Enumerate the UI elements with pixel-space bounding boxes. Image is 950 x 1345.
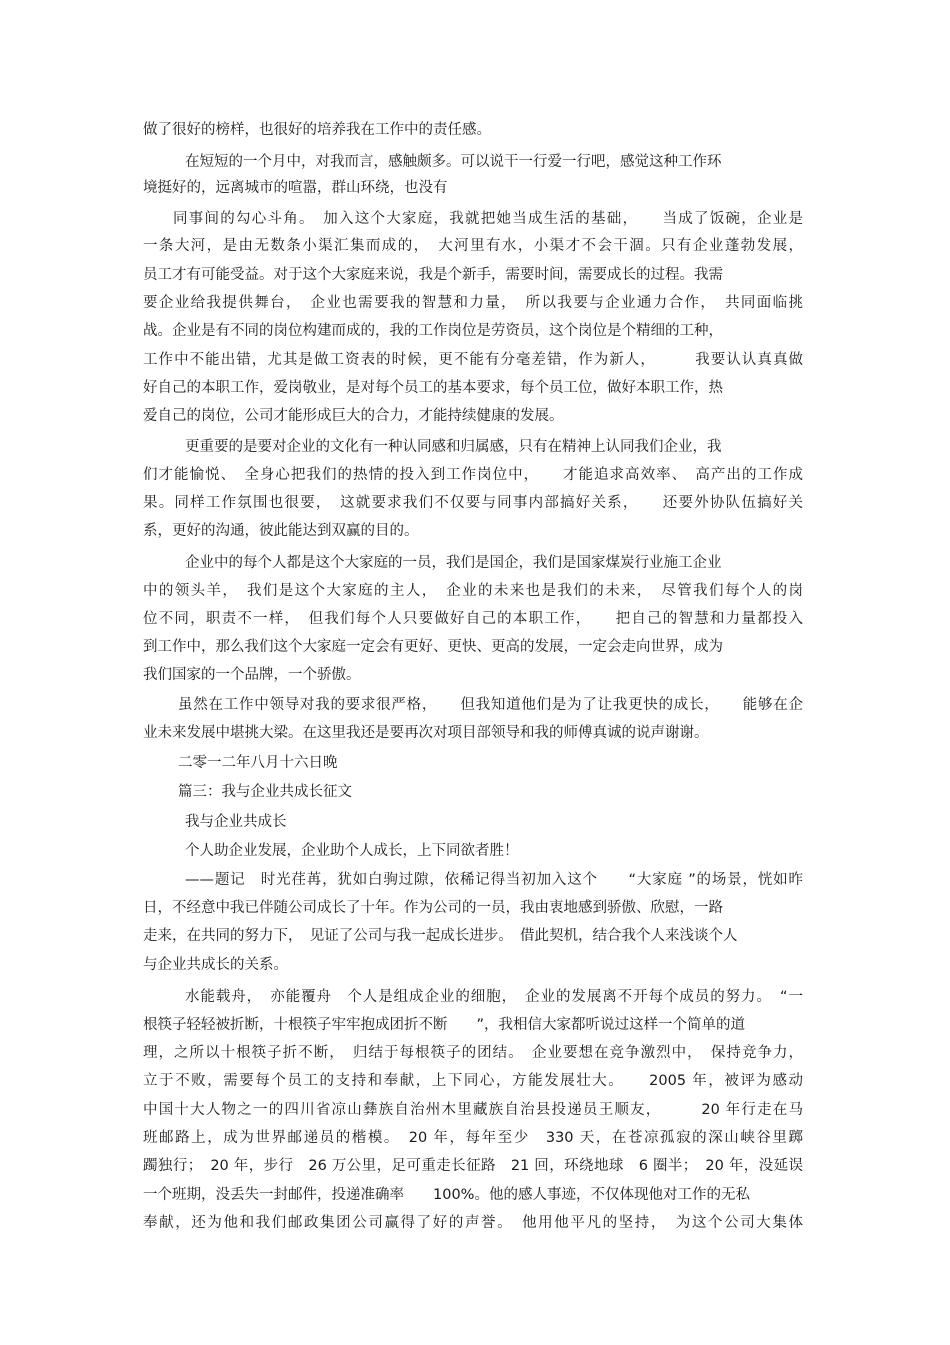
text-line: 水能载舟， 亦能覆舟 个人是组成企业的细胞， 企业的发展离不开每个成员的努力。 “一 [185, 989, 803, 1005]
text-line: 到工作中，那么我们这个大家庭一定会有更好、更快、更高的发展，一定会走向世界，成为 [143, 639, 723, 655]
text-line: 好自己的本职工作，爱岗敬业，是对每个员工的基本要求，每个员工位，做好本职工作，热 [143, 380, 723, 396]
text-line: 走来，在共同的努力下， 见证了公司与我一起成长进步。 借此契机，结合我个人来浅谈个人 [143, 928, 738, 944]
text-line: 做了很好的榜样，也很好的培养我在工作中的责任感。 [143, 122, 491, 138]
date-line: 二零一二年八月十六日晚 [178, 755, 338, 771]
text-line: 爱自己的岗位，公司才能形成巨大的合力，才能持续健康的发展。 [143, 408, 564, 424]
text-line: 虽然在工作中领导对我的要求很严格， 但我知道他们是为了让我更快的成长， 能够在企 [178, 697, 803, 713]
text-line: 理，之所以十根筷子折不断， 归结于每根筷子的团结。 企业要想在竞争激烈中， 保持竞争力， [143, 1045, 803, 1061]
text-line: 果。同样工作氛围也很要， 这就要求我们不仅要与同事内部搞好关系， 还要外协队伍搞好关 [143, 495, 803, 511]
text-line: 们才能愉悦、 全身心把我们的热情的投入到工作岗位中， 才能追求高效率、 高产出的工作成 [143, 467, 803, 483]
text-line: 中的领头羊， 我们是这个大家庭的主人， 企业的未来也是我们的未来， 尽管我们每个人的岗 [143, 583, 803, 599]
text-line: 企业中的每个人都是这个大家庭的一员，我们是国企，我们是国家煤炭行业施工企业 [185, 555, 722, 571]
text-line: ——题记 时光荏苒，犹如白驹过隙，依稀记得当初加入这个 “大家庭 ”的场景，恍如昨 [185, 872, 803, 888]
text-line: 奉献，还为他和我们邮政集团公司赢得了好的声誉。 他用他平凡的坚持， 为这个公司大集体 [143, 1215, 803, 1231]
text-line: 根筷子轻轻被折断，十根筷子牢牢抱成团折不断 ”，我相信大家都听说过这样一个简单的道 [143, 1017, 746, 1033]
text-line: 系，更好的沟通，彼此能达到双赢的目的。 [143, 523, 419, 539]
section-title: 篇三：我与企业共成长征文 [178, 784, 352, 800]
text-line: 班邮路上，成为世界邮递员的楷模。 20 年，每年至少 330 天，在苍凉孤寂的深山峡谷里踯 [143, 1130, 803, 1146]
text-line: 一条大河，是由无数条小渠汇集而成的， 大河里有水，小渠才不会干涸。只有企业蓬勃发展， [143, 238, 803, 254]
text-line: 一个班期，没丢失一封邮件，投递准确率 100%。他的感人事迹，不仅体现他对工作的无私 [143, 1187, 750, 1203]
text-line: 工作中不能出错，尤其是做工资表的时候，更不能有分毫差错，作为新人， 我要认认真真做 [143, 352, 803, 368]
text-line: 更重要的是要对企业的文化有一种认同感和归属感，只有在精神上认同我们企业，我 [185, 439, 722, 455]
text-line: 我们国家的一个品牌，一个骄傲。 [143, 667, 361, 683]
text-line: 同事间的勾心斗角。 加入这个大家庭，我就把她当成生活的基础， 当成了饭碗，企业是 [173, 211, 803, 227]
text-line: 业未来发展中堪挑大梁。在这里我还是要再次对项目部领导和我的师傅真诚的说声谢谢。 [143, 725, 709, 741]
epigraph: 个人助企业发展，企业助个人成长，上下同欲者胜！ [185, 843, 519, 859]
text-line: 境挺好的，远离城市的喧嚣，群山环绕，也没有 [143, 180, 448, 196]
text-line: 要企业给我提供舞台， 企业也需要我的智慧和力量， 所以我要与企业通力合作， 共同面临挑 [143, 295, 803, 311]
text-line: 战。企业是有不同的岗位构建而成的，我的工作岗位是劳资员，这个岗位是个精细的工种， [143, 323, 723, 339]
text-line: 日，不经意中我已伴随公司成长了十年。作为公司的一员，我由衷地感到骄傲、欣慰，一路 [143, 900, 723, 916]
text-line: 立于不败，需要每个员工的支持和奉献，上下同心，方能发展壮大。 2005 年，被评为感动 [143, 1073, 803, 1089]
text-line: 员工才有可能受益。对于这个大家庭来说，我是个新手，需要时间，需要成长的过程。我需 [143, 267, 723, 283]
text-line: 在短短的一个月中，对我而言，感触颇多。可以说干一行爱一行吧，感觉这种工作环 [185, 154, 722, 170]
text-line: 与企业共成长的关系。 [143, 957, 288, 973]
text-line: 躅独行； 20 年，步行 26 万公里，足可重走长征路 21 回，环绕地球 6 圈半； 20 年，没延误 [143, 1158, 803, 1174]
text-line: 中国十大人物之一的四川省凉山彝族自治州木里藏族自治县投递员王顺友， 20 年行走在马 [143, 1102, 803, 1118]
text-line: 位不同，职责不一样， 但我们每个人只要做好自己的本职工作， 把自己的智慧和力量都投入 [143, 611, 803, 627]
essay-title: 我与企业共成长 [185, 814, 287, 830]
